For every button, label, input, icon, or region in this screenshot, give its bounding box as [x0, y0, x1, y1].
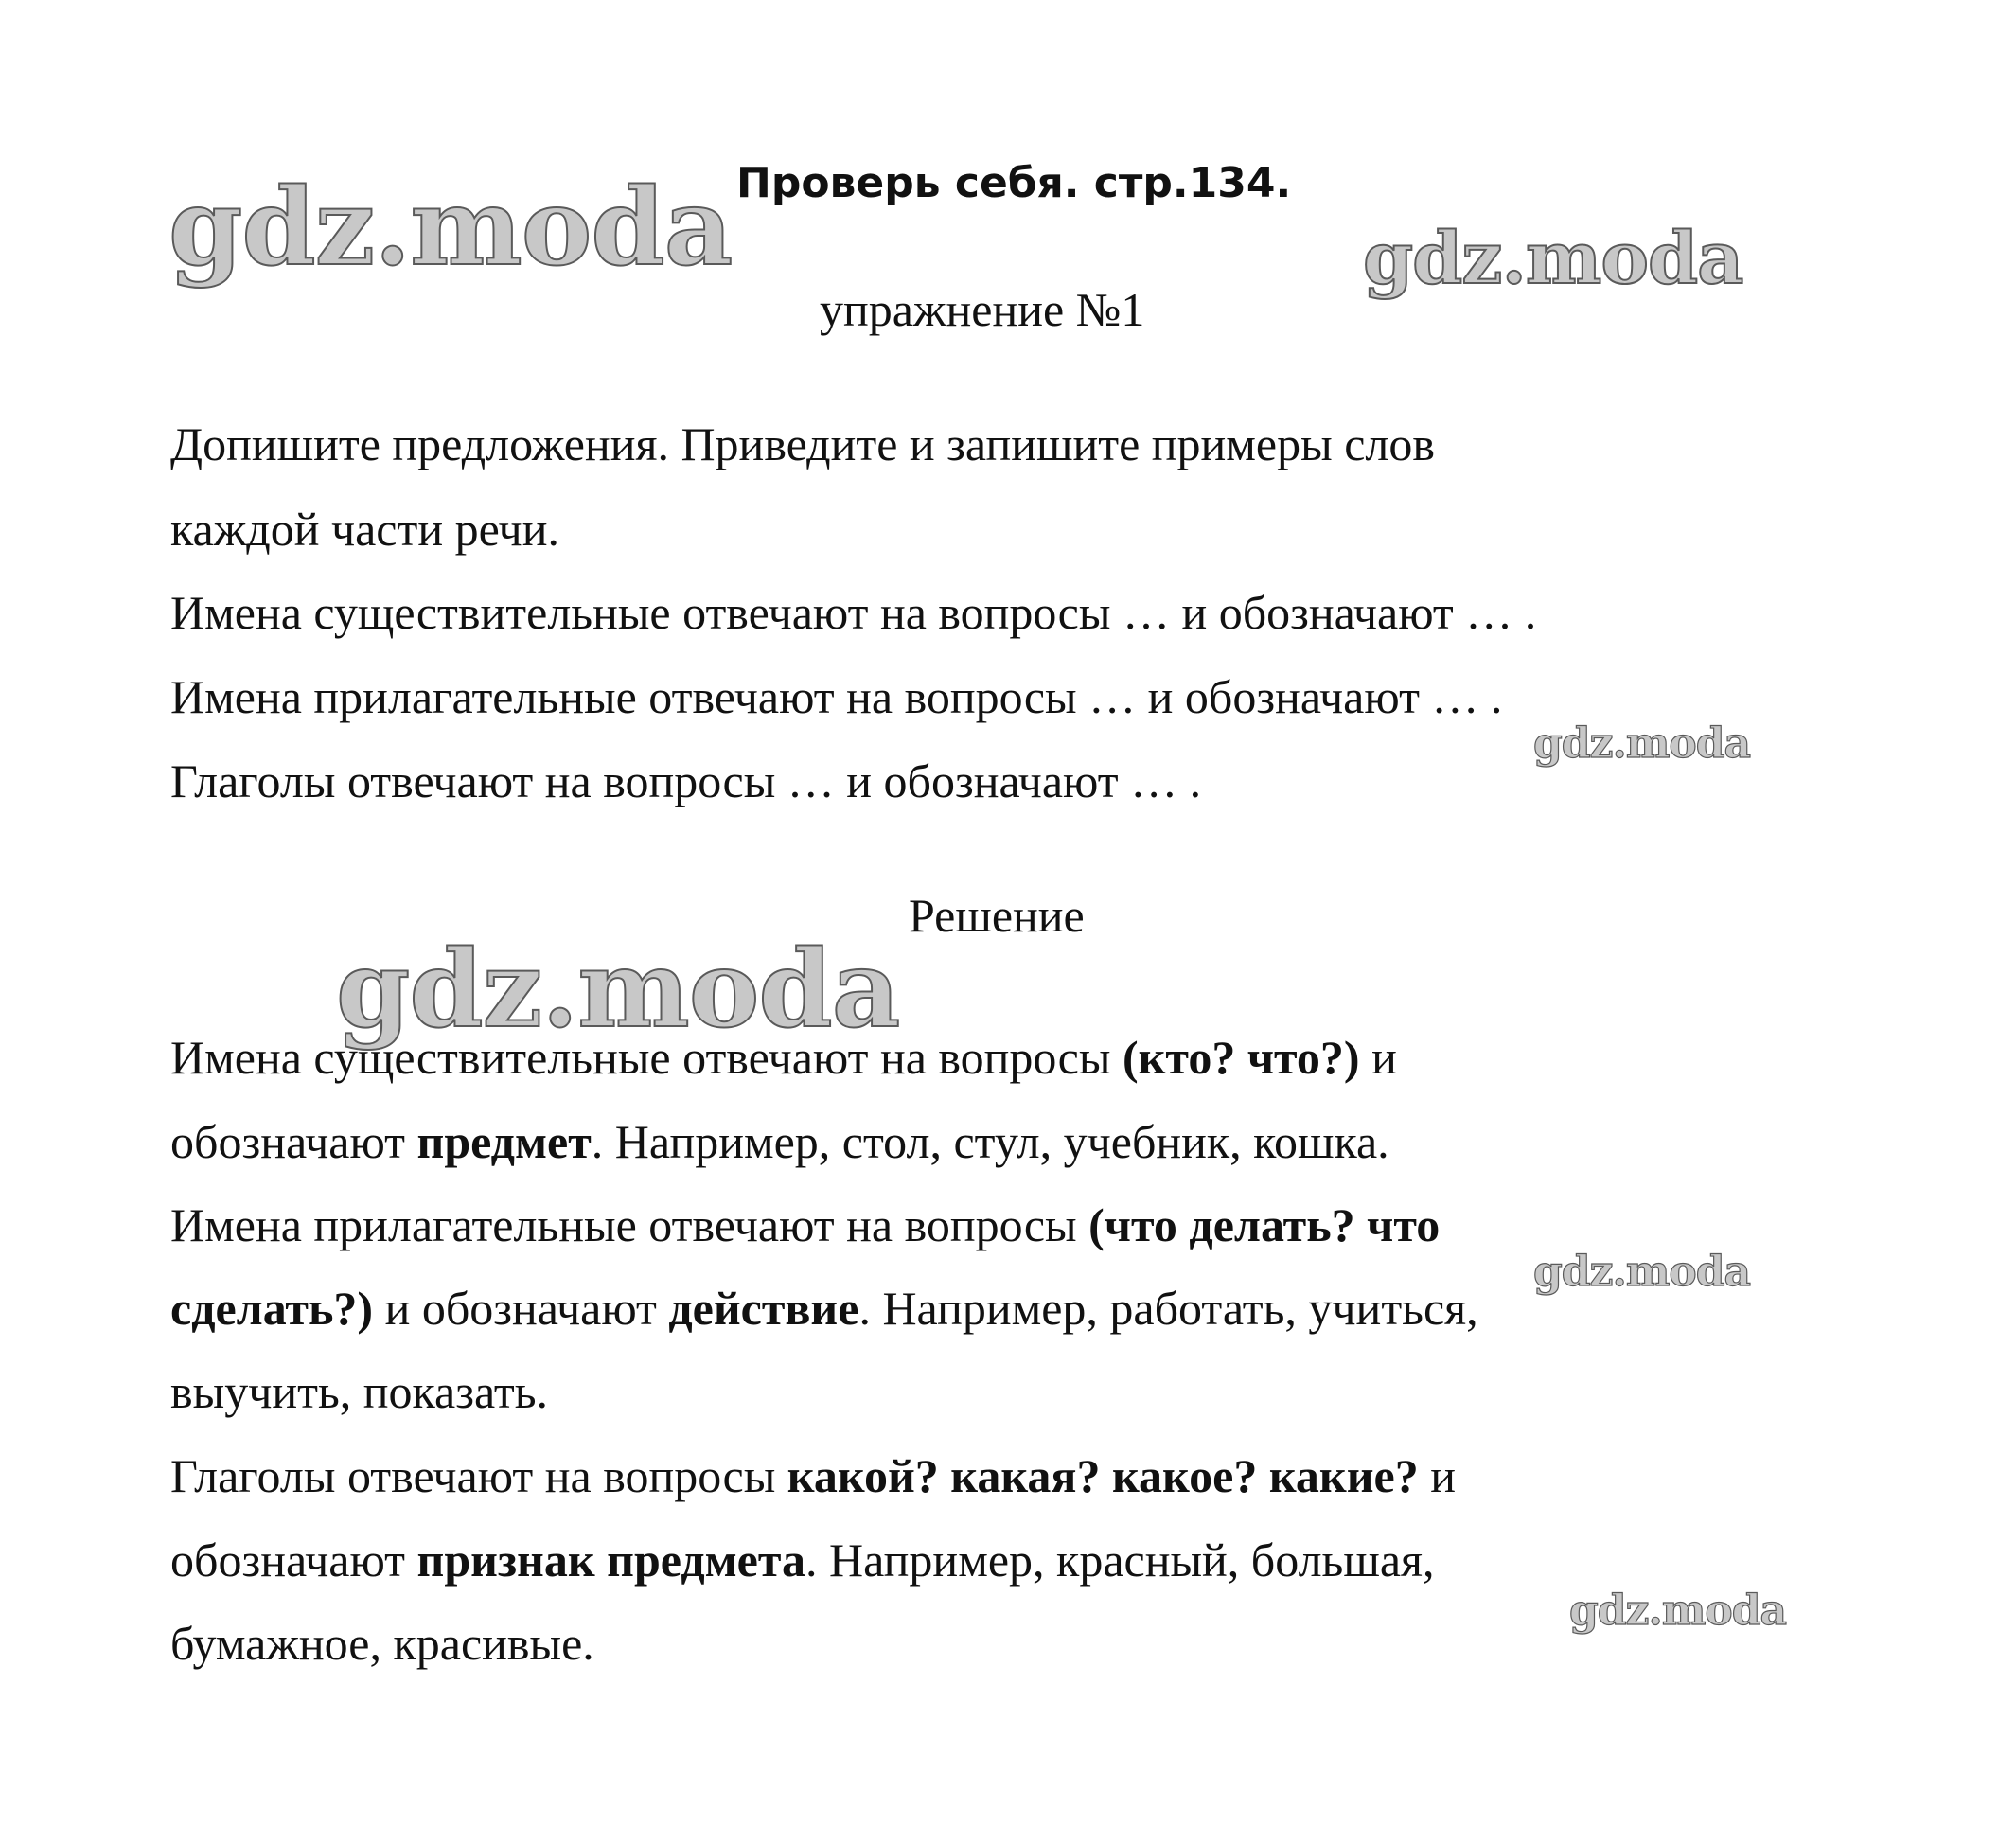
solution-line	[170, 1448, 1456, 1503]
solution-text: обозначают	[170, 1534, 417, 1587]
task-line: каждой части речи.	[170, 503, 559, 556]
solution-text: обозначают	[170, 1115, 417, 1168]
task-line: Имена существительные отвечают на вопросы … и обозначают … .	[170, 586, 1537, 639]
watermark-logo: gdz.moda	[1363, 216, 1743, 300]
watermark-logo: gdz.moda	[168, 166, 733, 290]
solution-text: и	[1359, 1031, 1397, 1084]
solution-text: выучить, показать.	[170, 1365, 549, 1418]
solution-bold: действие	[668, 1282, 859, 1335]
solution-bold: (что делать? что	[1088, 1198, 1441, 1251]
solution-bold: сделать?)	[170, 1282, 374, 1335]
task-line: Глаголы отвечают на вопросы … и обозначают … .	[170, 754, 1202, 807]
solution-heading: Решение	[909, 889, 1085, 942]
watermark-logo: gdz.moda	[1569, 1587, 1787, 1635]
task-line: Имена прилагательные отвечают на вопросы … и обозначают … .	[170, 670, 1503, 723]
solution-line	[170, 1197, 1440, 1252]
solution-line	[170, 1616, 594, 1671]
page-title: Проверь себя. стр.134.	[736, 159, 1292, 207]
solution-line	[170, 1533, 1435, 1587]
solution-text: . Например, работать, учиться,	[858, 1282, 1478, 1335]
solution-text: . Например, красный, большая,	[805, 1534, 1435, 1587]
solution-text: . Например, стол, стул, учебник, кошка.	[591, 1115, 1389, 1168]
solution-line	[170, 1281, 1478, 1336]
solution-text: и	[1418, 1449, 1456, 1502]
solution-text: Имена прилагательные отвечают на вопросы	[170, 1198, 1089, 1251]
solution-text: Имена существительные отвечают на вопросы	[170, 1031, 1123, 1084]
solution-bold: предмет	[416, 1115, 592, 1168]
solution-bold: признак предмета	[416, 1534, 806, 1587]
solution-text: и обозначают	[373, 1282, 669, 1335]
exercise-number: упражнение №1	[820, 283, 1145, 336]
watermark-logo: gdz.moda	[336, 928, 900, 1052]
task-line: Допишите предложения. Приведите и запишите примеры слов	[170, 417, 1435, 470]
solution-line	[170, 1114, 1389, 1169]
solution-line	[170, 1030, 1397, 1085]
solution-line	[170, 1364, 548, 1419]
solution-text: бумажное, красивые.	[170, 1617, 594, 1670]
solution-text: Глаголы отвечают на вопросы	[170, 1449, 787, 1502]
watermark-logo: gdz.moda	[1533, 1248, 1751, 1296]
solution-bold: какой? какая? какое? какие?	[787, 1449, 1419, 1502]
watermark-logo: gdz.moda	[1533, 719, 1751, 768]
solution-bold: (кто? что?)	[1122, 1031, 1360, 1084]
